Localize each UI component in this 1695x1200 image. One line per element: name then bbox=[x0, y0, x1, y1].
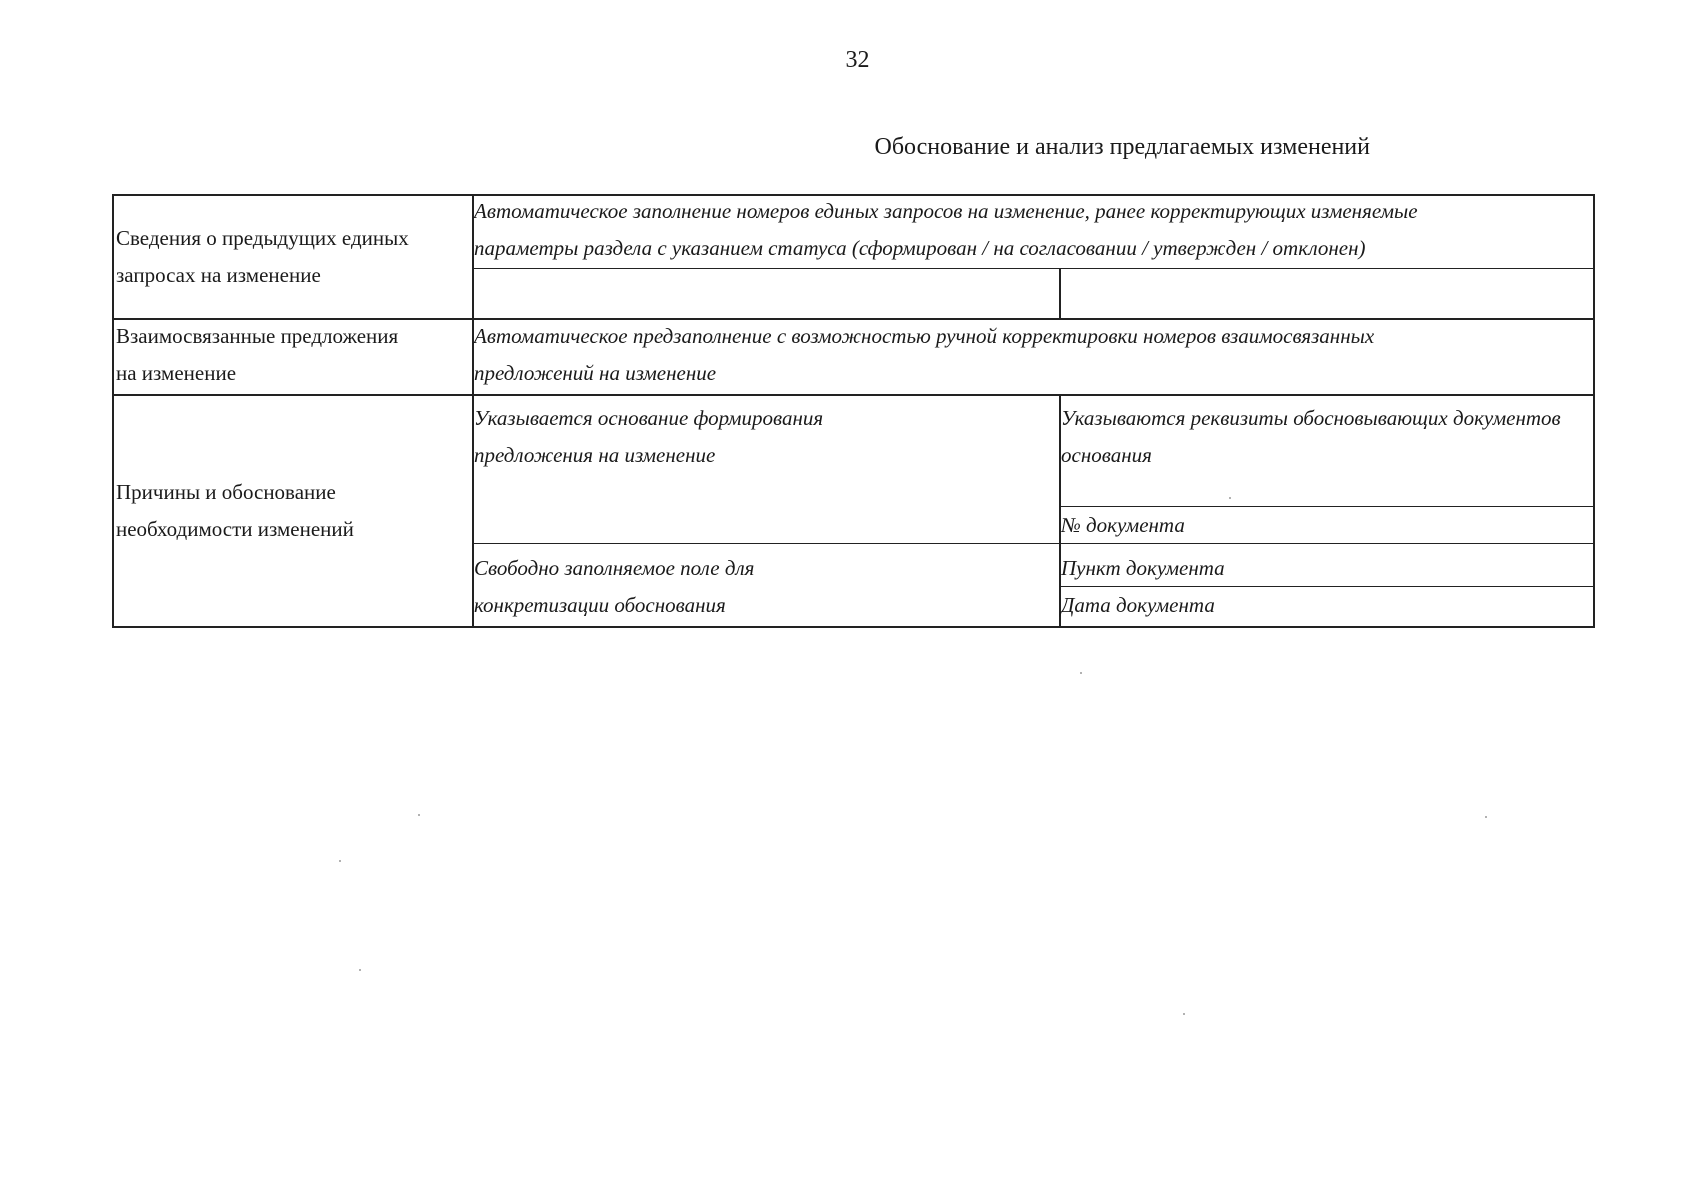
label-line: Взаимосвязанные предложения bbox=[116, 324, 399, 348]
label-line: запросах на изменение bbox=[116, 263, 321, 287]
description-line: Автоматическое заполнение номеров единых запросов на изменение, ранее корректирующих изменяемые bbox=[474, 199, 1418, 223]
scan-speck bbox=[1183, 1013, 1185, 1015]
requisites-line: основания bbox=[1061, 443, 1152, 467]
free-justification-line: Свободно заполняемое поле для bbox=[474, 556, 755, 580]
description-line: Автоматическое предзаполнение с возможностью ручной корректировки номеров взаимосвязанных bbox=[474, 324, 1375, 348]
free-justification-line: конкретизации обоснования bbox=[474, 593, 726, 617]
document-number-field: № документа bbox=[1061, 513, 1185, 537]
description-line: предложений на изменение bbox=[474, 361, 717, 385]
basis-line: Указывается основание формирования bbox=[474, 406, 824, 430]
scan-speck bbox=[1080, 672, 1082, 674]
basis-line: предложения на изменение bbox=[474, 443, 716, 467]
previous-requests-label bbox=[116, 220, 466, 294]
label-line: на изменение bbox=[116, 361, 237, 385]
page-number: 32 bbox=[845, 47, 870, 73]
label-line: Причины и обоснование bbox=[116, 480, 336, 504]
document-date-field: Дата документа bbox=[1061, 593, 1215, 617]
related-proposals-label bbox=[116, 318, 466, 392]
document-item-field: Пункт документа bbox=[1061, 556, 1225, 580]
requisites-cell bbox=[1061, 400, 1591, 474]
label-line: Сведения о предыдущих единых bbox=[116, 226, 409, 250]
reasons-label bbox=[116, 474, 466, 548]
page-title: Обоснование и анализ предлагаемых изменений bbox=[874, 134, 1370, 160]
requisites-line: Указываются реквизиты обосновывающих документов bbox=[1061, 406, 1561, 430]
scan-speck bbox=[1485, 816, 1487, 818]
scan-speck bbox=[1229, 497, 1231, 499]
previous-request-number-cell bbox=[474, 270, 1058, 318]
related-proposals-description bbox=[474, 318, 1589, 392]
scan-speck bbox=[339, 860, 341, 862]
row-divider-sub1 bbox=[472, 268, 1593, 269]
previous-requests-description bbox=[474, 193, 1589, 267]
free-justification-cell bbox=[474, 550, 1054, 624]
previous-request-status-cell bbox=[1061, 270, 1591, 318]
row-divider-2 bbox=[114, 394, 1593, 396]
description-line: параметры раздела с указанием статуса (сформирован / на согласовании / утвержден / отклонен) bbox=[474, 236, 1366, 260]
label-line: необходимости изменений bbox=[116, 517, 354, 541]
basis-cell bbox=[474, 400, 1054, 474]
scan-speck bbox=[359, 969, 361, 971]
justification-table bbox=[112, 194, 1595, 628]
scan-speck bbox=[418, 814, 420, 816]
